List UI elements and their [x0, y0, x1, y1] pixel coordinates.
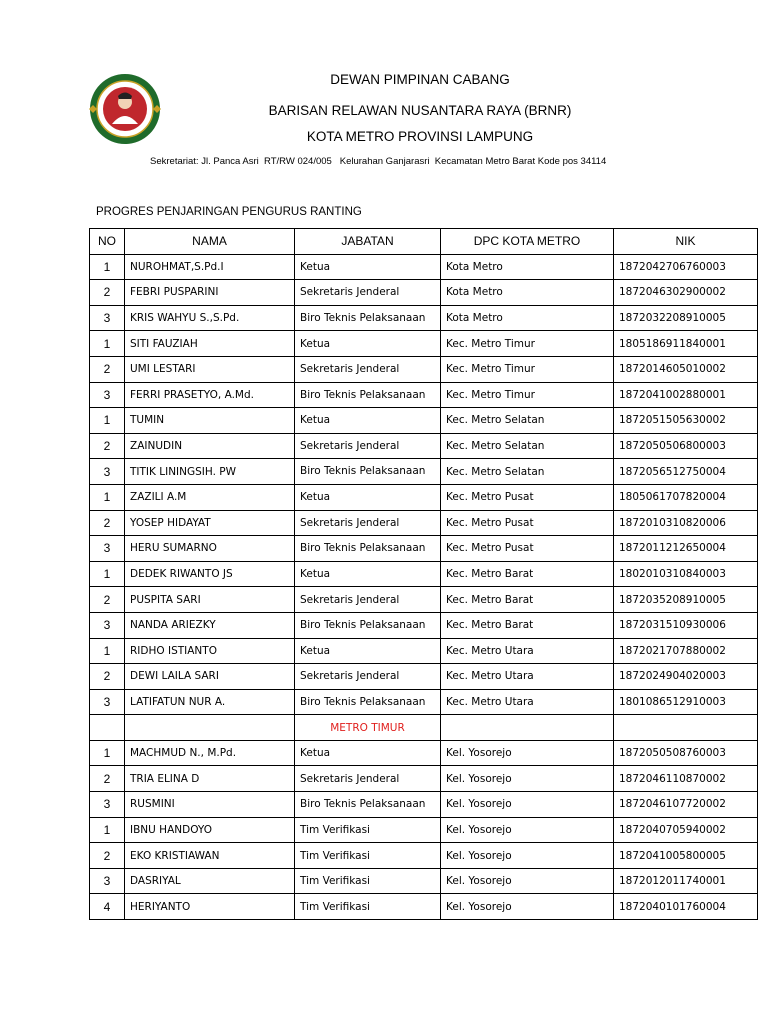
cell-dpc: Kec. Metro Barat: [441, 587, 614, 613]
cell-no: 2: [90, 433, 125, 459]
cell-dpc: Kel. Yosorejo: [441, 894, 614, 920]
col-header-nama: NAMA: [125, 229, 295, 255]
table-row: [90, 561, 758, 587]
table-row: [90, 280, 758, 306]
cell-jabatan: Sekretaris Jenderal: [295, 433, 441, 459]
cell-no: 3: [90, 689, 125, 715]
cell-nik: 1872046107720002: [614, 792, 758, 818]
cell-nik: 1872041002880001: [614, 382, 758, 408]
table-subheader-row: [90, 715, 758, 741]
table-row: [90, 638, 758, 664]
table-row: [90, 868, 758, 894]
table-row: [90, 408, 758, 434]
table-row: [90, 382, 758, 408]
cell-no: 1: [90, 254, 125, 280]
cell-nama: PUSPITA SARI: [125, 587, 295, 613]
cell-dpc: Kec. Metro Pusat: [441, 536, 614, 562]
cell-no: 3: [90, 868, 125, 894]
table-row: [90, 817, 758, 843]
table-row: [90, 459, 758, 485]
col-header-dpc: DPC KOTA METRO: [441, 229, 614, 255]
cell-no: 2: [90, 356, 125, 382]
cell-nik: 1872012011740001: [614, 868, 758, 894]
cell-no: 1: [90, 740, 125, 766]
cell-jabatan: Sekretaris Jenderal: [295, 280, 441, 306]
cell-jabatan: Sekretaris Jenderal: [295, 356, 441, 382]
cell-nik: 1872056512750004: [614, 459, 758, 485]
cell-jabatan: Tim Verifikasi: [295, 894, 441, 920]
cell-dpc: Kec. Metro Timur: [441, 331, 614, 357]
cell-no: 3: [90, 459, 125, 485]
cell-nik: 1801086512910003: [614, 689, 758, 715]
cell-dpc: Kec. Metro Utara: [441, 664, 614, 690]
cell-nik: 1805186911840001: [614, 331, 758, 357]
cell-no: 3: [90, 612, 125, 638]
cell-jabatan: Biro Teknis Pelaksanaan: [295, 689, 441, 715]
cell-nik: 1872041005800005: [614, 843, 758, 869]
cell-nik: 1872024904020003: [614, 664, 758, 690]
empty-cell: [441, 715, 614, 741]
cell-jabatan: Ketua: [295, 484, 441, 510]
cell-nama: MACHMUD N., M.Pd.: [125, 740, 295, 766]
cell-nama: DEDEK RIWANTO JS: [125, 561, 295, 587]
cell-nik: 1872031510930006: [614, 612, 758, 638]
cell-nik: 1872021707880002: [614, 638, 758, 664]
cell-nik: 1802010310840003: [614, 561, 758, 587]
cell-jabatan: Ketua: [295, 408, 441, 434]
cell-nik: 1872040705940002: [614, 817, 758, 843]
cell-nik: 1872051505630002: [614, 408, 758, 434]
cell-dpc: Kec. Metro Pusat: [441, 484, 614, 510]
cell-no: 4: [90, 894, 125, 920]
cell-nama: ZAINUDIN: [125, 433, 295, 459]
table-row: [90, 510, 758, 536]
header-line-2: BARISAN RELAWAN NUSANTARA RAYA (BRNR): [268, 103, 572, 118]
cell-nik: 1872042706760003: [614, 254, 758, 280]
cell-no: 1: [90, 638, 125, 664]
cell-no: 1: [90, 561, 125, 587]
cell-no: 2: [90, 766, 125, 792]
cell-jabatan: Biro Teknis Pelaksanaan: [295, 382, 441, 408]
cell-nik: 1872050508760003: [614, 740, 758, 766]
cell-jabatan: Tim Verifikasi: [295, 868, 441, 894]
cell-nama: IBNU HANDOYO: [125, 817, 295, 843]
cell-nama: DEWI LAILA SARI: [125, 664, 295, 690]
cell-jabatan: Biro Teknis Pelaksanaan: [295, 305, 441, 331]
cell-jabatan: Biro Teknis Pelaksanaan: [295, 459, 441, 485]
table-row: [90, 536, 758, 562]
cell-nama: RIDHO ISTIANTO: [125, 638, 295, 664]
table-header-row: [90, 229, 758, 255]
empty-cell: [90, 715, 125, 741]
cell-nama: RUSMINI: [125, 792, 295, 818]
cell-no: 3: [90, 536, 125, 562]
cell-nama: NUROHMAT,S.Pd.I: [125, 254, 295, 280]
cell-jabatan: Biro Teknis Pelaksanaan: [295, 536, 441, 562]
cell-nama: DASRIYAL: [125, 868, 295, 894]
cell-dpc: Kec. Metro Timur: [441, 356, 614, 382]
col-header-jabatan: JABATAN: [295, 229, 441, 255]
cell-dpc: Kec. Metro Pusat: [441, 510, 614, 536]
cell-nama: KRIS WAHYU S.,S.Pd.: [125, 305, 295, 331]
cell-jabatan: Ketua: [295, 740, 441, 766]
cell-nama: HERU SUMARNO: [125, 536, 295, 562]
table-row: [90, 664, 758, 690]
cell-nama: UMI LESTARI: [125, 356, 295, 382]
cell-jabatan: Ketua: [295, 254, 441, 280]
cell-nik: 1872040101760004: [614, 894, 758, 920]
cell-jabatan: Sekretaris Jenderal: [295, 510, 441, 536]
table-row: [90, 792, 758, 818]
brnr-logo: [88, 72, 162, 146]
header-line-1: DEWAN PIMPINAN CABANG: [330, 72, 510, 87]
col-header-no: NO: [90, 229, 125, 255]
cell-jabatan: Tim Verifikasi: [295, 817, 441, 843]
cell-dpc: Kel. Yosorejo: [441, 817, 614, 843]
table-row: [90, 740, 758, 766]
table-row: [90, 766, 758, 792]
subheader-label: METRO TIMUR: [295, 715, 441, 741]
cell-nik: 1872010310820006: [614, 510, 758, 536]
cell-nik: 1805061707820004: [614, 484, 758, 510]
cell-dpc: Kec. Metro Selatan: [441, 459, 614, 485]
cell-jabatan: Ketua: [295, 561, 441, 587]
table-row: [90, 843, 758, 869]
cell-jabatan: Biro Teknis Pelaksanaan: [295, 612, 441, 638]
table-row: [90, 689, 758, 715]
cell-dpc: Kec. Metro Barat: [441, 612, 614, 638]
table-row: [90, 587, 758, 613]
cell-jabatan: Sekretaris Jenderal: [295, 766, 441, 792]
cell-no: 2: [90, 843, 125, 869]
cell-nama: FEBRI PUSPARINI: [125, 280, 295, 306]
cell-dpc: Kec. Metro Utara: [441, 689, 614, 715]
cell-nama: LATIFATUN NUR A.: [125, 689, 295, 715]
cell-dpc: Kota Metro: [441, 254, 614, 280]
table-row: [90, 254, 758, 280]
cell-dpc: Kel. Yosorejo: [441, 740, 614, 766]
cell-jabatan: Ketua: [295, 331, 441, 357]
cell-no: 2: [90, 664, 125, 690]
cell-no: 1: [90, 817, 125, 843]
cell-nama: TITIK LININGSIH. PW: [125, 459, 295, 485]
cell-dpc: Kota Metro: [441, 280, 614, 306]
cell-dpc: Kel. Yosorejo: [441, 843, 614, 869]
empty-cell: [614, 715, 758, 741]
cell-dpc: Kec. Metro Selatan: [441, 433, 614, 459]
cell-nama: ZAZILI A.M: [125, 484, 295, 510]
table-row: [90, 484, 758, 510]
cell-jabatan: Sekretaris Jenderal: [295, 664, 441, 690]
table-row: [90, 894, 758, 920]
cell-nik: 1872032208910005: [614, 305, 758, 331]
cell-dpc: Kec. Metro Timur: [441, 382, 614, 408]
table-row: [90, 433, 758, 459]
cell-nama: NANDA ARIEZKY: [125, 612, 295, 638]
cell-no: 2: [90, 510, 125, 536]
cell-jabatan: Sekretaris Jenderal: [295, 587, 441, 613]
cell-dpc: Kel. Yosorejo: [441, 792, 614, 818]
cell-no: 3: [90, 382, 125, 408]
cell-nama: SITI FAUZIAH: [125, 331, 295, 357]
cell-nik: 1872050506800003: [614, 433, 758, 459]
cell-nama: YOSEP HIDAYAT: [125, 510, 295, 536]
cell-no: 2: [90, 587, 125, 613]
cell-dpc: Kec. Metro Utara: [441, 638, 614, 664]
cell-no: 3: [90, 792, 125, 818]
secretariat-address: Sekretariat: Jl. Panca Asri RT/RW 024/005 Kelurahan Ganjarasri Kecamatan Metro Barat Kode pos 34114: [150, 156, 607, 167]
cell-no: 1: [90, 408, 125, 434]
cell-dpc: Kel. Yosorejo: [441, 868, 614, 894]
table-row: [90, 356, 758, 382]
cell-nik: 1872046302900002: [614, 280, 758, 306]
table-row: [90, 612, 758, 638]
cell-no: 1: [90, 331, 125, 357]
cell-dpc: Kec. Metro Selatan: [441, 408, 614, 434]
cell-nama: HERIYANTO: [125, 894, 295, 920]
cell-no: 2: [90, 280, 125, 306]
table-row: [90, 305, 758, 331]
header-line-3: KOTA METRO PROVINSI LAMPUNG: [306, 129, 534, 144]
cell-no: 3: [90, 305, 125, 331]
cell-nama: TRIA ELINA D: [125, 766, 295, 792]
cell-nik: 1872011212650004: [614, 536, 758, 562]
section-title: PROGRES PENJARINGAN PENGURUS RANTING: [96, 206, 362, 218]
empty-cell: [125, 715, 295, 741]
cell-dpc: Kota Metro: [441, 305, 614, 331]
cell-jabatan: Tim Verifikasi: [295, 843, 441, 869]
cell-jabatan: Biro Teknis Pelaksanaan: [295, 792, 441, 818]
cell-jabatan: Ketua: [295, 638, 441, 664]
table-row: [90, 331, 758, 357]
members-table: [89, 228, 758, 920]
cell-nama: FERRI PRASETYO, A.Md.: [125, 382, 295, 408]
col-header-nik: NIK: [614, 229, 758, 255]
cell-nik: 1872035208910005: [614, 587, 758, 613]
cell-nik: 1872014605010002: [614, 356, 758, 382]
cell-nik: 1872046110870002: [614, 766, 758, 792]
cell-dpc: Kec. Metro Barat: [441, 561, 614, 587]
cell-nama: EKO KRISTIAWAN: [125, 843, 295, 869]
cell-dpc: Kel. Yosorejo: [441, 766, 614, 792]
cell-no: 1: [90, 484, 125, 510]
cell-nama: TUMIN: [125, 408, 295, 434]
